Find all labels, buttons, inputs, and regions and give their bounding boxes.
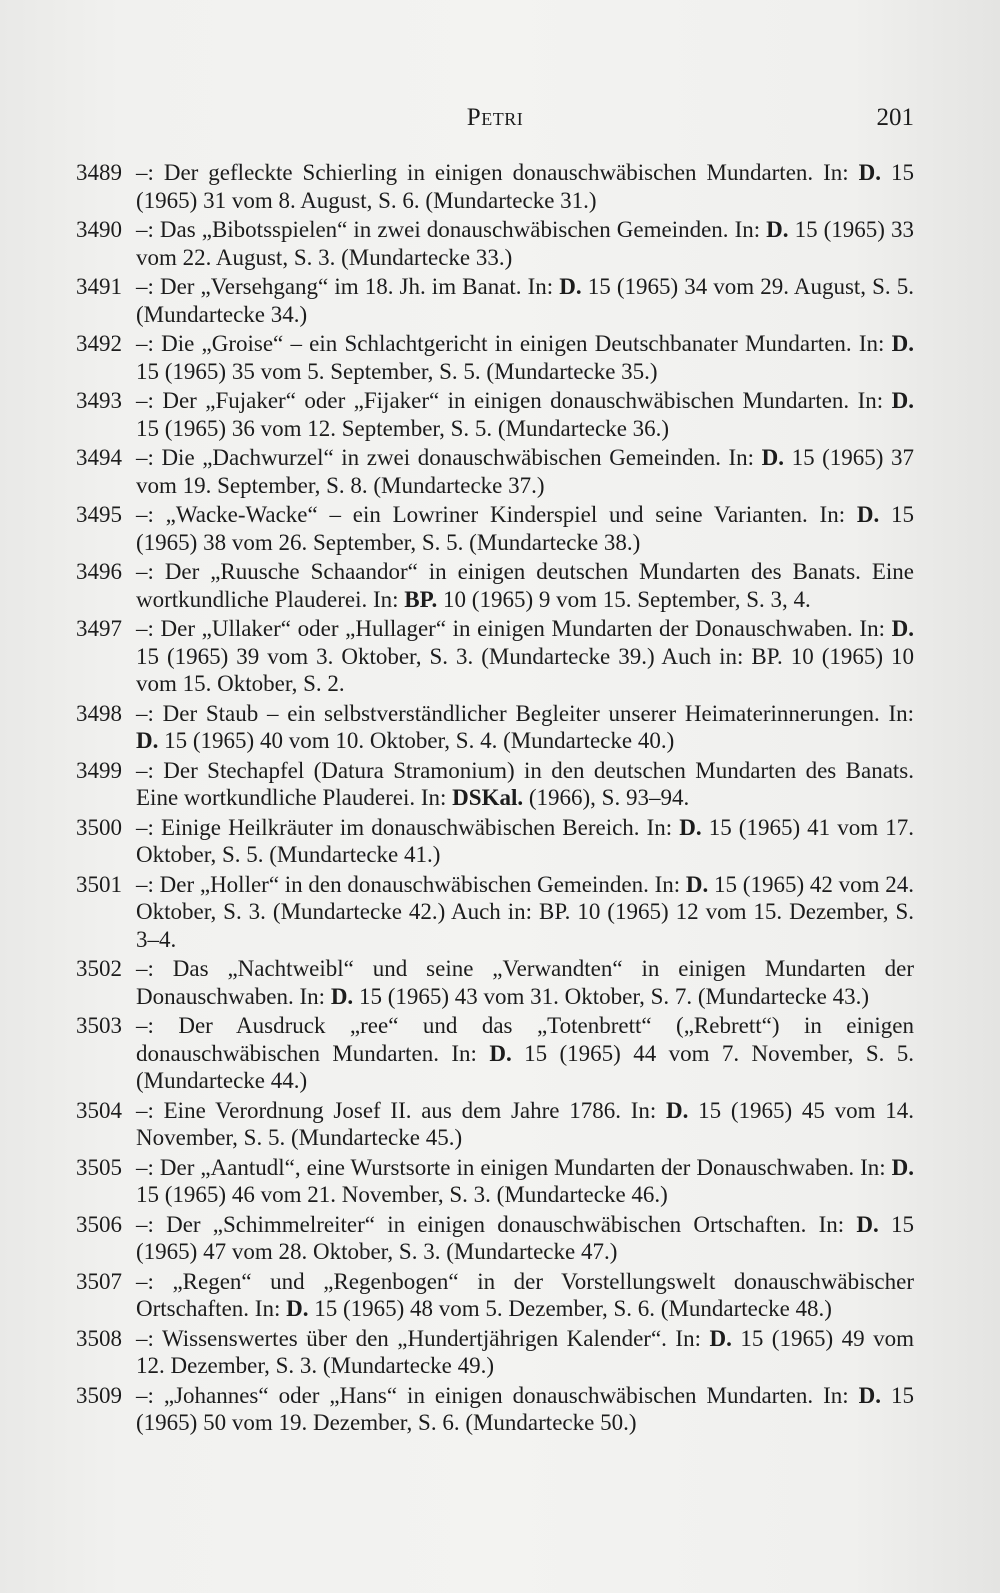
bibliography-entry — [76, 814, 914, 869]
entry-number: 3491 — [76, 274, 122, 299]
bibliography-entry — [76, 871, 914, 954]
entry-number: 3492 — [76, 331, 122, 356]
entry-number: 3501 — [76, 871, 122, 897]
entry-text: –: Das „Nachtweibl“ und seine „Verwandten“ in einigen Mundarten der Donauschwaben. In: D. 15 (1965) 43 vom 31. Oktober, S. 7. (Mundartecke 43.) — [136, 956, 914, 1009]
entry-text: –: Der „Versehgang“ im 18. Jh. im Banat. In: D. 15 (1965) 34 vom 29. August, S. 5. (Mundartecke 34.) — [136, 274, 914, 327]
source-abbrev: D. — [858, 1382, 882, 1408]
entry-text: –: Die „Groise“ – ein Schlachtgericht in einigen Deutschbanater Mundarten. In: D. 15 (1965) 35 vom 5. September, S. 5. (Mundartecke 35.) — [136, 331, 914, 384]
bibliography-entry — [76, 1382, 914, 1437]
source-abbrev: D. — [330, 983, 354, 1009]
entry-text: –: Der „Aantudl“, eine Wurstsorte in einigen Mundarten der Donauschwaben. In: D. 15 (1965) 46 vom 21. November, S. 3. (Mundartecke 46.) — [136, 1154, 914, 1207]
bibliography-entry — [76, 1268, 914, 1323]
entry-number: 3509 — [76, 1382, 122, 1408]
bibliography-list — [76, 159, 914, 1439]
source-abbrev: D. — [685, 871, 709, 897]
entry-number: 3495 — [76, 502, 122, 527]
source-abbrev: D. — [891, 331, 914, 356]
bibliography-entry — [76, 1012, 914, 1095]
entry-number: 3503 — [76, 1013, 122, 1038]
entry-number: 3508 — [76, 1325, 122, 1351]
entry-number: 3504 — [76, 1097, 122, 1123]
source-abbrev: D. — [761, 445, 785, 470]
source-abbrev: D. — [559, 274, 582, 299]
entry-text: –: Der „Ullaker“ oder „Hullager“ in einigen Mundarten der Donauschwaben. In: D. 15 (1965) 39 vom 3. Oktober, S. 3. (Mundartecke 39.) Auch in: BP. 10 (1965) 10 vom 15. Oktober, S. 2. — [136, 616, 914, 696]
source-abbrev: D. — [709, 1325, 732, 1351]
bibliography-entry — [76, 757, 914, 812]
bibliography-entry — [76, 330, 914, 385]
entry-text: –: Der Staub – ein selbstverständlicher Begleiter unserer Heimaterinnerungen. In: D. 15 (1965) 40 vom 10. Oktober, S. 4. (Mundartecke 40.) — [136, 700, 914, 753]
entry-text: –: Die „Dachwurzel“ in zwei donauschwäbischen Gemeinden. In: D. 15 (1965) 37 vom 19. September, S. 8. (Mundartecke 37.) — [136, 445, 915, 498]
source-abbrev: D. — [665, 1097, 689, 1123]
source-abbrev: D. — [679, 814, 702, 840]
entry-text: –: „Johannes“ oder „Hans“ in einigen donauschwäbischen Mundarten. In: D. 15 (1965) 50 vom 19. Dezember, S. 6. (Mundartecke 50.) — [136, 1382, 914, 1435]
bibliography-entry — [76, 1097, 914, 1152]
entry-text: –: Der „Schimmelreiter“ in einigen donauschwäbischen Ortschaften. In: D. 15 (1965) 47 vom 28. Oktober, S. 3. (Mundartecke 47.) — [136, 1211, 915, 1264]
entry-text: –: „Wacke-Wacke“ – ein Lowriner Kinderspiel und seine Varianten. In: D. 15 (1965) 38 vom 26. September, S. 5. (Mundartecke 38.) — [136, 502, 914, 555]
entry-text: –: Das „Bibotsspielen“ in zwei donauschwäbischen Gemeinden. In: D. 15 (1965) 33 vom 22. August, S. 3. (Mundartecke 33.) — [136, 217, 914, 270]
entry-number: 3489 — [76, 160, 122, 185]
entry-text: –: „Regen“ und „Regenbogen“ in der Vorstellungswelt donauschwäbischer Ortschaften. In: D. 15 (1965) 48 vom 5. Dezember, S. 6. (Mundartecke 48.) — [136, 1268, 914, 1321]
entry-text: –: Der gefleckte Schierling in einigen donauschwäbischen Mundarten. In: D. 15 (1965) 31 vom 8. August, S. 6. (Mundartecke 31.) — [136, 160, 914, 213]
entry-number: 3497 — [76, 616, 122, 641]
entry-text: –: Einige Heilkräuter im donauschwäbischen Bereich. In: D. 15 (1965) 41 vom 17. Oktober, S. 5. (Mundartecke 41.) — [136, 814, 914, 867]
entry-number: 3499 — [76, 757, 122, 783]
source-abbrev: D. — [489, 1040, 512, 1066]
entry-number: 3507 — [76, 1268, 122, 1294]
source-abbrev: D. — [891, 388, 914, 413]
source-abbrev: D. — [856, 1211, 879, 1237]
bibliography-entry — [76, 444, 914, 499]
bibliography-entry — [76, 615, 914, 698]
entry-text: –: Eine Verordnung Josef II. aus dem Jahre 1786. In: D. 15 (1965) 45 vom 14. November, S. 5. (Mundartecke 45.) — [136, 1097, 914, 1150]
entry-number: 3496 — [76, 559, 122, 584]
source-abbrev: D. — [858, 160, 882, 185]
bibliography-entry — [76, 159, 914, 214]
entry-number: 3500 — [76, 814, 122, 840]
running-header — [76, 104, 914, 136]
source-abbrev: D. — [891, 1154, 914, 1180]
bibliography-entry — [76, 1325, 914, 1380]
entry-number: 3498 — [76, 700, 122, 726]
entry-number: 3505 — [76, 1154, 122, 1180]
bibliography-entry — [76, 700, 914, 755]
entry-text: –: Der „Holler“ in den donauschwäbischen Gemeinden. In: D. 15 (1965) 42 vom 24. Oktober, S. 3. (Mundartecke 42.) Auch in: BP. 10 (1965) 12 vom 15. Dezember, S. 3–4. — [136, 871, 914, 952]
bibliography-entry — [76, 273, 914, 328]
source-abbrev: D. — [891, 616, 914, 641]
source-abbrev: D. — [856, 502, 880, 527]
source-abbrev: DSKal. — [452, 785, 524, 810]
page-number: 201 — [876, 104, 914, 131]
entry-number: 3494 — [76, 445, 122, 470]
bibliography-entry — [76, 1154, 914, 1209]
source-abbrev: BP. — [404, 586, 438, 612]
entry-text: –: Der Stechapfel (Datura Stramonium) in den deutschen Mundarten des Banats. Eine wortkundliche Plauderei. In: DSKal. (1966), S. 93–94. — [136, 757, 914, 810]
bibliography-entry — [76, 216, 914, 271]
source-abbrev: D. — [766, 217, 789, 242]
running-title: Petri — [466, 104, 524, 131]
bibliography-entry — [76, 955, 914, 1010]
bibliography-entry — [76, 501, 914, 556]
entry-number: 3490 — [76, 217, 122, 242]
source-abbrev: D. — [286, 1296, 309, 1321]
bibliography-entry — [76, 558, 914, 613]
entry-text: –: Der Ausdruck „ree“ und das „Totenbrett“ („Rebrett“) in einigen donauschwäbischen Mundarten. In: D. 15 (1965) 44 vom 7. November, S. 5. (Mundartecke 44.) — [136, 1013, 914, 1093]
entry-number: 3493 — [76, 388, 122, 413]
entry-number: 3506 — [76, 1211, 122, 1237]
bibliography-entry — [76, 387, 914, 442]
entry-text: –: Wissenswertes über den „Hundertjährigen Kalender“. In: D. 15 (1965) 49 vom 12. Dezember, S. 3. (Mundartecke 49.) — [136, 1325, 914, 1378]
source-abbrev: D. — [136, 728, 159, 753]
entry-text: –: Der „Ruusche Schaandor“ in einigen deutschen Mundarten des Banats. Eine wortkundliche Plauderei. In: BP. 10 (1965) 9 vom 15. September, S. 3, 4. — [136, 559, 914, 612]
entry-number: 3502 — [76, 956, 122, 981]
bibliography-entry — [76, 1211, 914, 1266]
entry-text: –: Der „Fujaker“ oder „Fijaker“ in einigen donauschwäbischen Mundarten. In: D. 15 (1965) 36 vom 12. September, S. 5. (Mundartecke 36.) — [136, 388, 914, 441]
